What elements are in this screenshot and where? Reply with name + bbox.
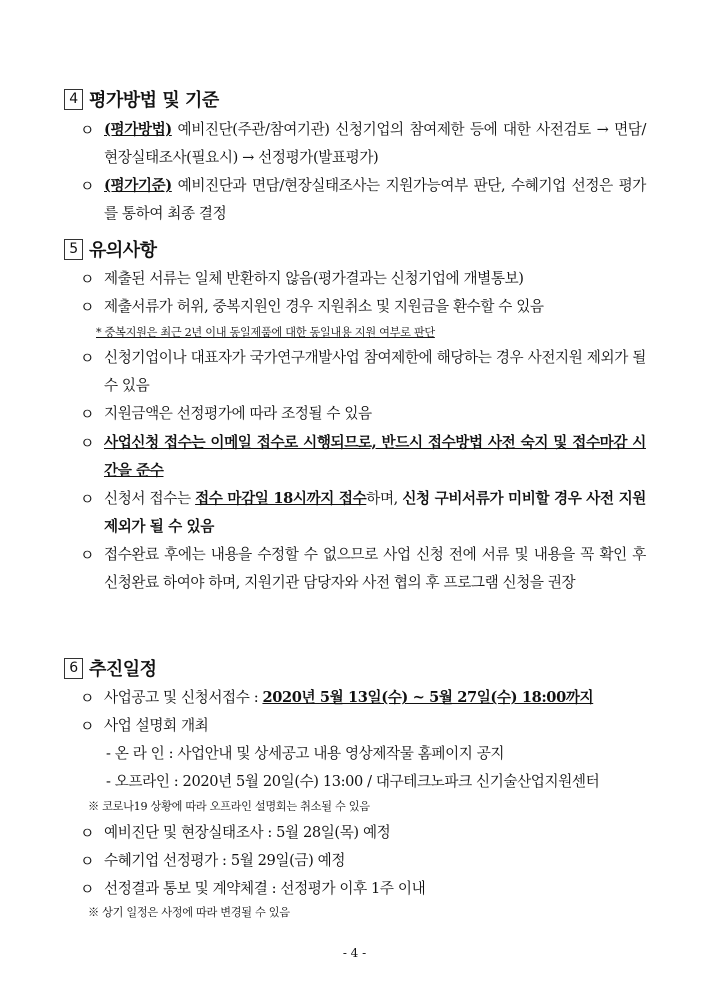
bullet-icon: ㅇ bbox=[80, 405, 95, 423]
bullet-icon: ㅇ bbox=[80, 434, 95, 452]
bullet-icon: ㅇ bbox=[80, 349, 95, 367]
section-title: 유의사항 bbox=[89, 240, 157, 261]
section-title: 추진일정 bbox=[89, 659, 157, 680]
section-title: 평가방법 및 기준 bbox=[89, 90, 219, 111]
bullet-icon: ㅇ bbox=[80, 298, 95, 316]
bullet-icon: ㅇ bbox=[80, 880, 95, 898]
footnote-schedule-change: ※ 상기 일정은 사정에 따라 변경될 수 있음 bbox=[88, 906, 290, 919]
section-5-heading bbox=[64, 236, 157, 262]
section-6-heading bbox=[64, 655, 157, 681]
bullet-icon: ㅇ bbox=[80, 177, 95, 195]
bullet-icon: ㅇ bbox=[80, 121, 95, 139]
bullet-icon: ㅇ bbox=[80, 824, 95, 842]
bullet-icon: ㅇ bbox=[80, 490, 95, 508]
section-number-box: 5 bbox=[64, 239, 83, 260]
page-number: - 4 - bbox=[342, 946, 367, 960]
bullet-icon: ㅇ bbox=[80, 852, 95, 870]
bullet-icon: ㅇ bbox=[80, 689, 95, 707]
bullet-icon: ㅇ bbox=[80, 717, 95, 735]
footnote-duplicate-support: * 중복지원은 최근 2년 이내 동일제품에 대한 동일내용 지원 여부로 판단 bbox=[96, 326, 435, 339]
document-page: 4 평가방법 및 기준 ㅇ (평가방법) 예비진단(주관/참여기관) 신청기업의 참여제한 등에 대한 사전검토 → 면담/현장실태조사(필요시) → 선정평가(발표평가) ㅇ (평가기준) 예비진단과 면담/현장실태조사는 지원가능여부 판단, 수혜기업 선정은 평가를 통하여 최종 결정 5 유의사항 ㅇ 제출된 서류는 일체 반환하지 않음(평가결과는 신청기업에 개별통보) ㅇ 제출서류가 허위, 중복지원인 경우 지원취소 및 지원금을 환수할 수 있음 * 중복지원은 최근 2년 이내 동일제품에 대한 동일내용 지원 여부로 판단 ㅇ 신청기업이나 대표자가 국가연구개발사업 참여제한에 해당하는 경우 사전지원 제외가 될 수 있음 ㅇ 지원금액은 선정평가에 따라 조정될 수 있음 ㅇ 사업신청 접수는 이메일 접수로 시행되므로, 반드시 접수방법 사전 숙지 및 접수마감 시간을 준수 ㅇ 신청서 접수는 접수 마감일 18시까지 접수하며, 신청 구비서류가 미비할 경우 사전 지원 제외가 될 수 있음 ㅇ 접수완료 후에는 내용을 수정할 수 없으므로 사업 신청 전에 서류 및 내용을 꼭 확인 후 신청완료 하여야 하며, 지원기관 담당자와 사전 협의 후 프로그램 신청을 권장 6 추진일정 ㅇ 사업공고 및 신청서접수 : 2020년 5월 13일(수) ~ 5월 27일(수) 18:00까지 ㅇ 사업 설명회 개최 - 온 라 인 : 사업안내 및 상세공고 내용 영상제작물 홈페이지 공지 - 오프라인 : 2020년 5월 20일(수) 13:00 / 대구테크노파크 신기술산업지원센터 ※ 코로나19 상황에 따라 오프라인 설명회는 취소될 수 있음 ㅇ 예비진단 및 현장실태조사 : 5월 28일(목) 예정 ㅇ 수혜기업 선정평가 : 5월 29일(금) 예정 ㅇ 선정결과 통보 및 계약체결 : 선정평가 이후 1주 이내 ※ 상기 일정은 사정에 따라 변경될 수 있음 - 4 - bbox=[0, 0, 709, 1002]
section-number-box: 4 bbox=[64, 89, 83, 110]
section-number-box: 6 bbox=[64, 658, 83, 679]
bullet-icon: ㅇ bbox=[80, 546, 95, 564]
bullet-icon: ㅇ bbox=[80, 270, 95, 288]
footnote-covid: ※ 코로나19 상황에 따라 오프라인 설명회는 취소될 수 있음 bbox=[88, 800, 370, 813]
section-4-heading bbox=[64, 86, 219, 112]
sub-item-online: - 온 라 인 : 사업안내 및 상세공고 내용 영상제작물 홈페이지 공지 bbox=[106, 745, 505, 762]
sub-item-offline: - 오프라인 : 2020년 5월 20일(수) 13:00 / 대구테크노파크 신기술산업지원센터 bbox=[106, 773, 600, 790]
